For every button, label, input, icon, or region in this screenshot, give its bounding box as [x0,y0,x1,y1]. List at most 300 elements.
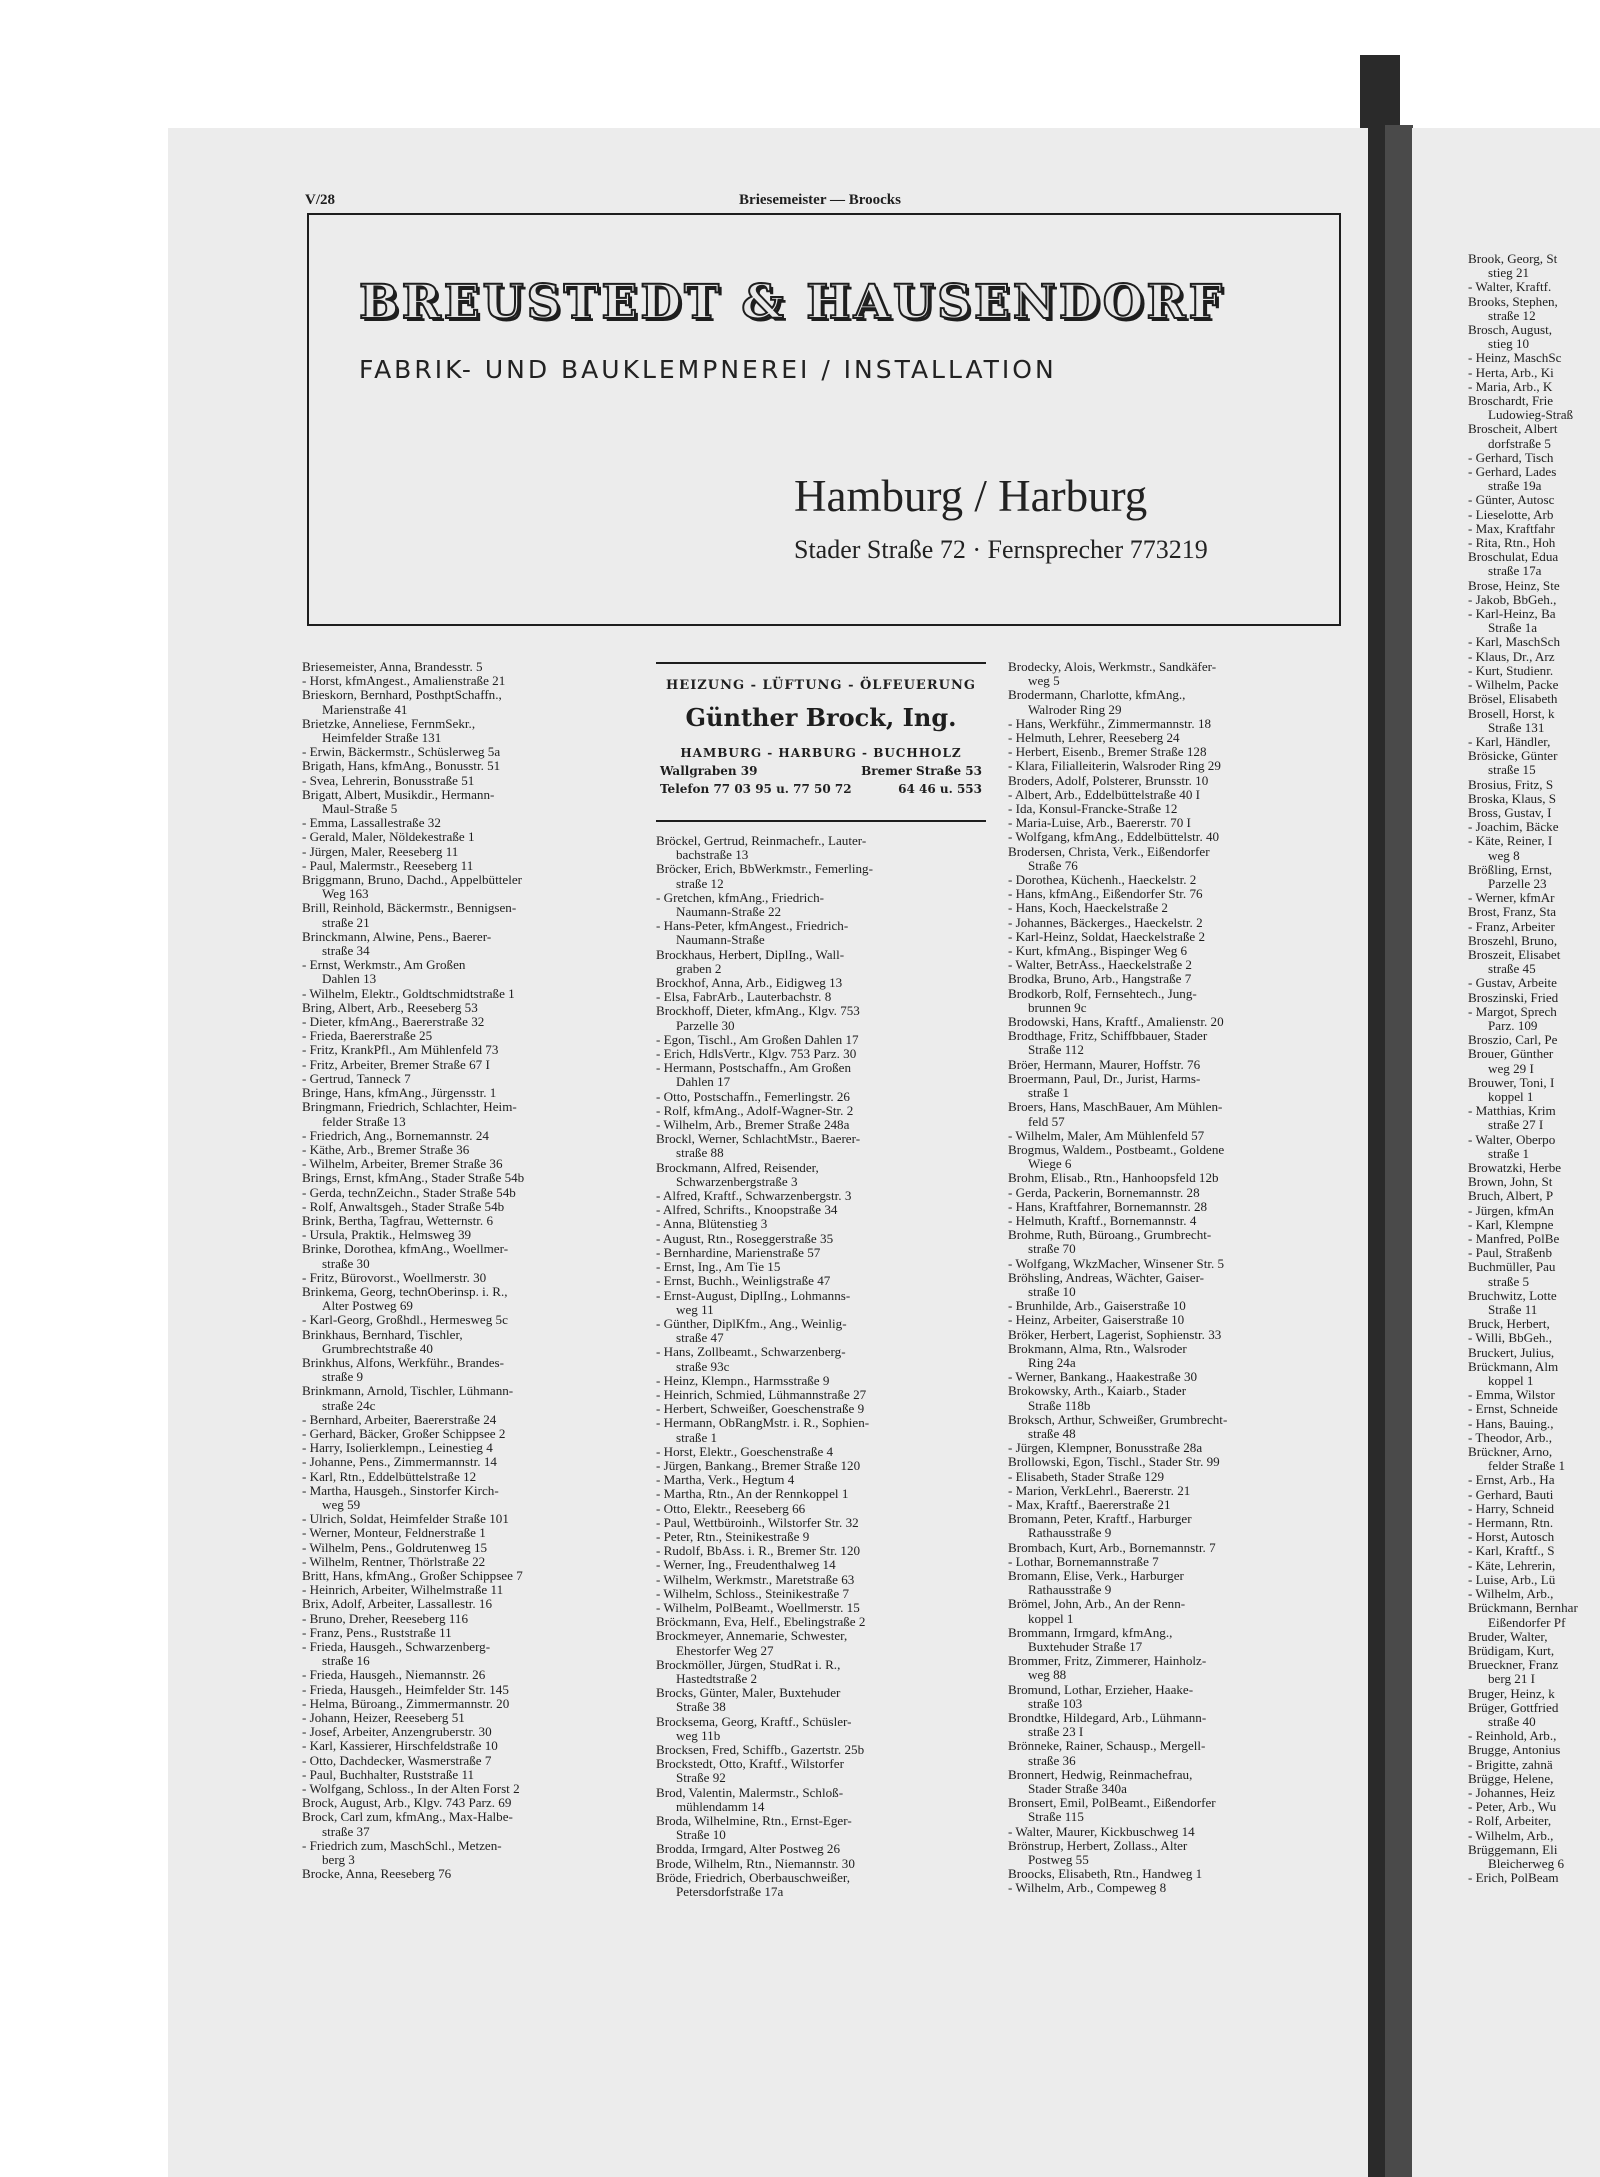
directory-entry: Straße 92 [676,1770,726,1786]
directory-entry: Brodkorb, Rolf, Fernsehtech., Jung- [1008,985,1197,1001]
directory-entry: - Wolfgang, kfmAng., Eddelbüttelstr. 40 [1008,829,1220,845]
directory-entry: - Helmuth, Lehrer, Reeseberg 24 [1008,730,1180,746]
directory-entry: - Bernhard, Arbeiter, Baererstraße 24 [302,1411,497,1427]
directory-entry: straße 40 [1488,1713,1536,1729]
directory-entry: felder Straße 1 [1488,1458,1566,1474]
directory-entry: Brückmann, Bernhar [1468,1600,1578,1616]
directory-entry: straße 15 [1488,762,1536,778]
directory-entry: - Fritz, Arbeiter, Bremer Straße 67 I [302,1056,490,1072]
directory-entry: - Karl, Kassierer, Hirschfeldstraße 10 [302,1738,498,1754]
directory-entry: Bröker, Herbert, Lagerist, Sophienstr. 33 [1008,1326,1222,1342]
directory-entry: straße 34 [322,943,370,959]
directory-entry: Ring 24a [1028,1354,1076,1370]
directory-entry: - Wilhelm, Maler, Am Mühlenfeld 57 [1008,1127,1205,1143]
directory-entry: Ehestorfer Weg 27 [676,1642,774,1658]
directory-entry: - Reinhold, Arb., [1468,1728,1557,1744]
directory-entry: Brosell, Horst, k [1468,705,1555,721]
directory-entry: Straße 38 [676,1699,726,1715]
directory-entry: - Heinrich, Schmied, Lühmannstraße 27 [656,1386,867,1402]
directory-entry: Bröcker, Erich, BbWerkmstr., Femerling- [656,861,873,877]
directory-entry: - Hans, Koch, Haeckelstraße 2 [1008,900,1168,916]
directory-entry: Bröer, Hermann, Maurer, Hoffstr. 76 [1008,1056,1201,1072]
directory-entry: straße 1 [1028,1085,1070,1101]
directory-entry: Brink, Bertha, Tagfrau, Wetternstr. 6 [302,1212,493,1228]
directory-entry: Brohm, Elisab., Rtn., Hanhoopsfeld 12b [1008,1170,1219,1186]
directory-entry: - Wilhelm, Rentner, Thörlstraße 22 [302,1553,486,1569]
directory-entry: - Käthe, Arb., Bremer Straße 36 [302,1141,470,1157]
directory-entry: Brockhof, Anna, Arb., Eidigweg 13 [656,975,843,991]
directory-entry: Bleicherweg 6 [1488,1855,1564,1871]
directory-entry: - Frieda, Hausgeh., Schwarzenberg- [302,1639,491,1655]
directory-entry: Brode, Wilhelm, Rtn., Niemannstr. 30 [656,1855,855,1871]
directory-entry: Brinckmann, Alwine, Pens., Baerer- [302,928,492,944]
directory-entry: straße 48 [1028,1425,1076,1441]
directory-entry: - Karl, Händler, [1468,733,1551,749]
directory-entry: - Günter, Autosc [1468,492,1555,508]
brock-ad-cities: HAMBURG - HARBURG - BUCHHOLZ [680,746,962,760]
directory-entry: Broszinski, Fried [1468,989,1559,1005]
directory-entry: Broschulat, Edua [1468,549,1559,565]
directory-entry: - Maria, Arb., K [1468,378,1553,394]
directory-entry: - Ernst, Buchh., Weinligstraße 47 [656,1273,831,1289]
directory-entry: - Josef, Arbeiter, Anzengruberstr. 30 [302,1724,492,1740]
directory-entry: - Otto, Elektr., Reeseberg 66 [656,1500,806,1516]
directory-entry: - Wolfgang, WkzMacher, Winsener Str. 5 [1008,1255,1225,1271]
brock-ad-phone-row [660,782,982,796]
directory-entry: - Horst, Autosch [1468,1529,1555,1545]
directory-entry: - Franz, Pens., Ruststraße 11 [302,1624,452,1640]
directory-entry: straße 1 [1488,1145,1530,1161]
directory-entry: - Helmuth, Kraftf., Bornemannstr. 4 [1008,1212,1197,1228]
directory-entry: - Klara, Filialleiterin, Walsroder Ring 29 [1008,758,1221,774]
directory-entry: - Klaus, Dr., Arz [1468,648,1555,664]
directory-entry: straße 12 [1488,307,1536,323]
directory-entry: Brogmus, Waldem., Postbeamt., Goldene [1008,1141,1225,1157]
directory-entry: - Peter, Rtn., Steinikestraße 9 [656,1528,810,1544]
directory-entry: felder Straße 13 [322,1113,406,1129]
directory-entry: Brockmöller, Jürgen, StudRat i. R., [656,1656,841,1672]
directory-entry: - Gerhard, Tisch [1468,449,1554,465]
directory-entry: Brose, Heinz, Ste [1468,577,1560,593]
directory-entry: - Friedrich zum, MaschSchl., Metzen- [302,1837,502,1853]
directory-entry: - Alfred, Kraftf., Schwarzenbergstr. 3 [656,1188,852,1204]
directory-entry: Brollowski, Egon, Tischl., Stader Str. 99 [1008,1454,1220,1470]
directory-entry: Brockl, Werner, SchlachtMstr., Baerer- [656,1131,861,1147]
directory-entry: - Hans, Werkführ., Zimmermannstr. 18 [1008,715,1212,731]
directory-entry: weg 11b [676,1727,721,1743]
directory-entry: - Jürgen, Bankang., Bremer Straße 120 [656,1457,861,1473]
directory-entry: Brodka, Bruno, Arb., Hangstraße 7 [1008,971,1192,987]
directory-entry: - Wilhelm, PolBeamt., Woellmerstr. 15 [656,1599,860,1615]
directory-entry: Brockmann, Alfred, Reisender, [656,1159,819,1175]
directory-entry: Brommer, Fritz, Zimmerer, Hainholz- [1008,1653,1207,1669]
directory-entry: - August, Rtn., Roseggerstraße 35 [656,1230,834,1246]
directory-entry: Brüdigam, Kurt, [1468,1642,1555,1658]
directory-entry: berg 21 I [1488,1671,1536,1687]
directory-entry: - Erwin, Bäckermstr., Schüslerweg 5a [302,744,501,760]
directory-entry: Brill, Reinhold, Bäckermstr., Bennigsen- [302,900,517,916]
directory-entry: Straße 118b [1028,1397,1091,1413]
advertisement-brock [656,662,986,822]
directory-entry: straße 47 [676,1330,724,1346]
directory-entry: - Horst, kfmAngest., Amalienstraße 21 [302,673,506,689]
directory-entry: Bröhsling, Andreas, Wächter, Gaiser- [1008,1269,1205,1285]
directory-entry: Brix, Adolf, Arbeiter, Lassallestr. 16 [302,1596,493,1612]
directory-entry: Brombach, Kurt, Arb., Bornemannstr. 7 [1008,1539,1216,1555]
directory-entry: Bruck, Herbert, [1468,1316,1550,1332]
directory-entry: graben 2 [676,960,722,976]
directory-entry: Brömel, John, Arb., An der Renn- [1008,1596,1186,1612]
directory-entry: Rathausstraße 9 [1028,1582,1112,1598]
directory-entry: Brückner, Arno, [1468,1444,1553,1460]
directory-entry: - Rudolf, BbAss. i. R., Bremer Str. 120 [656,1543,861,1559]
brock-ad-address-right: Bremer Straße 53 [861,764,982,778]
brock-ad-address-row [660,764,982,778]
directory-entry: - Johann, Heizer, Reeseberg 51 [302,1710,465,1726]
directory-entry: straße 12 [676,875,724,891]
directory-entry: - Günther, DiplKfm., Ang., Weinlig- [656,1315,847,1331]
directory-entry: Straße 11 [1488,1302,1538,1318]
directory-entry: Broers, Hans, MaschBauer, Am Mühlen- [1008,1099,1223,1115]
directory-entry: - Paul, Straßenb [1468,1245,1553,1261]
directory-entry: Hastedtstraße 2 [676,1670,758,1686]
brock-ad-address-left: Wallgraben 39 [660,764,758,778]
directory-entry: Broocks, Elisabeth, Rtn., Handweg 1 [1008,1866,1203,1882]
page-range-header: Briesemeister — Broocks [739,192,901,208]
directory-entry: - Frieda, Hausgeh., Heimfelder Str. 145 [302,1681,509,1697]
directory-entry: - Emma, Lassallestraße 32 [302,815,441,831]
brock-ad-phone-left: Telefon 77 03 95 u. 77 50 72 [660,782,852,796]
directory-entry: Brieskorn, Bernhard, PosthptSchaffn., [302,687,502,703]
directory-entry: - Erich, HdlsVertr., Klgv. 753 Parz. 30 [656,1046,857,1062]
directory-entry: weg 59 [322,1496,361,1512]
directory-entry: - Walter, Kraftf. [1468,279,1552,295]
directory-entry: - Emma, Wilstor [1468,1387,1555,1403]
directory-entry: Brinkmann, Arnold, Tischler, Lühmann- [302,1383,514,1399]
directory-entry: Bronnert, Hedwig, Reinmachefrau, [1008,1766,1193,1782]
directory-entry: Brinkema, Georg, technOberinsp. i. R., [302,1283,508,1299]
directory-entry: Brueckner, Franz [1468,1657,1559,1673]
directory-entry: - Wilhelm, Packe [1468,677,1559,693]
directory-entry: Brouer, Günther [1468,1046,1554,1062]
directory-entry: - Theodor, Arb., [1468,1429,1552,1445]
directory-entry: Dahlen 17 [676,1074,731,1090]
directory-entry: - Max, Kraftfahr [1468,520,1555,536]
directory-entry: Broska, Klaus, S [1468,790,1557,806]
directory-entry: - Wilhelm, Arb., Bremer Straße 248a [656,1117,850,1133]
directory-entry: - Gretchen, kfmAng., Friedrich- [656,889,824,905]
directory-entry: - Karl-Heinz, Soldat, Haeckelstraße 2 [1008,928,1206,944]
ad-city: Hamburg / Harburg [794,471,1148,521]
directory-entry: - Ernst, Ing., Am Tie 15 [656,1259,781,1275]
directory-entry: Brodecky, Alois, Werkmstr., Sandkäfer- [1008,659,1217,674]
directory-entry: Straße 1a [1488,620,1538,636]
directory-entry: weg 5 [1028,673,1060,689]
ad-logo-text: BREUSTEDT & HAUSENDORF [359,275,1225,330]
directory-entry: - Käte, Lehrerin, [1468,1557,1556,1573]
directory-entry: - Werner, Monteur, Feldnerstraße 1 [302,1525,486,1541]
directory-entry: Bröckmann, Eva, Helf., Ebelingstraße 2 [656,1614,866,1630]
directory-entry: bachstraße 13 [676,847,749,863]
directory-entry: - Wolfgang, Schloss., In der Alten Forst 2 [302,1781,520,1797]
directory-entry: Brösicke, Günter [1468,748,1558,764]
directory-entry: - Gerhard, Bauti [1468,1486,1554,1502]
directory-entry: - Luise, Arb., Lü [1468,1571,1556,1587]
directory-entry: Broschardt, Frie [1468,393,1554,409]
directory-column-1 [302,660,632,1881]
directory-entry: straße 93c [676,1358,730,1374]
directory-entry: Dahlen 13 [322,971,377,987]
directory-entry: Broscheit, Albert [1468,421,1558,437]
directory-entry: straße 21 [322,914,370,930]
directory-entry: Bruckert, Julius, [1468,1344,1555,1360]
directory-entry: koppel 1 [1488,1373,1534,1389]
directory-entry: Bröckel, Gertrud, Reinmachefr., Lauter- [656,833,867,848]
directory-entry: - Rita, Rtn., Hoh [1468,535,1556,551]
directory-entry: Briesemeister, Anna, Brandesstr. 5 [302,659,483,674]
directory-entry: - Gertrud, Tanneck 7 [302,1070,411,1086]
directory-entry: - Ernst, Schneide [1468,1401,1558,1417]
directory-entry: straße 37 [322,1823,370,1839]
directory-entry: - Otto, Dachdecker, Wasmerstraße 7 [302,1752,492,1768]
directory-entry: - Ulrich, Soldat, Heimfelder Straße 101 [302,1511,509,1527]
directory-entry: - Paul, Buchhalter, Ruststraße 11 [302,1766,475,1782]
directory-entry: straße 9 [322,1369,364,1385]
directory-entry: - Walter, Maurer, Kickbuschweg 14 [1008,1823,1195,1839]
directory-entry: Brodermann, Charlotte, kfmAng., [1008,687,1186,703]
directory-entry: - Rolf, Anwaltsgeh., Stader Straße 54b [302,1198,505,1214]
directory-entry: - Hans, kfmAng., Eißendorfer Str. 76 [1008,886,1203,902]
directory-entry: - Hans, Bauing., [1468,1415,1554,1431]
directory-entry: Broksch, Arthur, Schweißer, Grumbrecht- [1008,1411,1228,1427]
directory-entry: Brockhaus, Herbert, DiplIng., Wall- [656,946,845,962]
page-number: V/28 [305,192,335,208]
directory-entry: - Wilhelm, Pens., Goldrutenweg 15 [302,1539,488,1555]
directory-entry: weg 29 I [1488,1060,1534,1076]
directory-entry: Brohme, Ruth, Büroang., Grumbrecht- [1008,1227,1212,1243]
directory-entry: Broszeit, Elisabet [1468,946,1561,962]
directory-entry: - Hermann, Rtn. [1468,1515,1554,1531]
directory-entry: berg 3 [322,1852,355,1868]
directory-entry: - Albert, Arb., Eddelbüttelstraße 40 I [1008,786,1200,802]
directory-entry: - Frieda, Hausgeh., Niemannstr. 26 [302,1667,486,1683]
directory-entry: koppel 1 [1488,1088,1534,1104]
directory-entry: Brodowski, Hans, Kraftf., Amalienstr. 20 [1008,1014,1224,1030]
ad-subtitle: FABRIK- UND BAUKLEMPNEREI / INSTALLATION [359,355,1057,384]
directory-entry: straße 88 [676,1145,724,1161]
directory-entry: - Brunhilde, Arb., Gaiserstraße 10 [1008,1298,1186,1314]
directory-entry: Brouwer, Toni, I [1468,1074,1555,1090]
directory-entry: - Wilhelm, Arb., [1468,1827,1554,1843]
directory-entry: - Jürgen, Klempner, Bonusstraße 28a [1008,1440,1203,1456]
directory-entry: Brokowsky, Arth., Kaiarb., Stader [1008,1383,1187,1399]
directory-entry: - Hermann, Postschaffn., Am Großen [656,1060,852,1076]
directory-entry: - Frieda, Baererstraße 25 [302,1028,433,1044]
directory-entry: Brinke, Dorothea, kfmAng., Woellmer- [302,1241,509,1257]
directory-entry: Brosch, August, [1468,322,1553,338]
directory-entry: straße 1 [676,1429,718,1445]
directory-entry: - Jakob, BbGeh., [1468,591,1557,607]
directory-entry: - Heinz, MaschSc [1468,350,1562,366]
directory-entry: - Max, Kraftf., Baererstraße 21 [1008,1496,1171,1512]
directory-entry: Schwarzenbergstraße 3 [676,1173,798,1189]
directory-entry: - Ernst, Arb., Ha [1468,1472,1555,1488]
directory-entry: koppel 1 [1028,1610,1074,1626]
directory-entry: - Herta, Arb., Ki [1468,364,1554,380]
directory-entry: Grumbrechtstraße 40 [322,1340,433,1356]
directory-entry: - Margot, Sprech [1468,1003,1557,1019]
directory-entry: straße 45 [1488,961,1536,977]
directory-entry: Bruder, Walter, [1468,1628,1548,1644]
directory-entry: - Paul, Wettbüroinh., Wilstorfer Str. 32 [656,1514,859,1530]
directory-entry: Parzelle 23 [1488,875,1547,891]
directory-entry: - Gerhard, Lades [1468,464,1557,480]
directory-entry: Brommann, Irmgard, kfmAng., [1008,1624,1173,1640]
directory-entry: straße 24c [322,1397,376,1413]
directory-entry: Bross, Gustav, I [1468,804,1552,820]
directory-entry: dorfstraße 5 [1488,435,1551,451]
directory-entry: Naumann-Straße 22 [676,904,782,920]
directory-entry: straße 10 [1028,1283,1076,1299]
directory-entry: - Wilhelm, Elektr., Goldtschmidtstraße 1 [302,985,515,1001]
ad-address: Stader Straße 72 · Fernsprecher 773219 [794,535,1208,564]
directory-entry: Ludowieg-Straß [1488,407,1574,423]
directory-column-3 [1008,660,1338,1896]
directory-entry: - Rolf, Arbeiter, [1468,1813,1552,1829]
directory-entry: Brook, Georg, St [1468,251,1558,266]
directory-entry: Brooks, Stephen, [1468,293,1558,309]
directory-entry: Brocke, Anna, Reeseberg 76 [302,1866,452,1882]
directory-entry: - Jürgen, kfmAn [1468,1202,1554,1218]
directory-entry: Straße 112 [1028,1042,1084,1058]
directory-entry: Bruch, Albert, P [1468,1188,1554,1204]
directory-entry: - Karl-Heinz, Ba [1468,606,1556,622]
directory-entry: Buchmüller, Pau [1468,1259,1556,1275]
directory-entry: Stader Straße 340a [1028,1781,1127,1797]
directory-entry: - Martha, Hausgeh., Sinstorfer Kirch- [302,1482,499,1498]
directory-entry: - Johannes, Bäckerges., Haeckelstr. 2 [1008,914,1203,930]
directory-entry: - Gerda, technZeichn., Stader Straße 54b [302,1184,516,1200]
directory-entry: - Hermann, ObRangMstr. i. R., Sophien- [656,1415,870,1431]
directory-entry: Brod, Valentin, Malermstr., Schloß- [656,1784,844,1800]
directory-entry: Maul-Straße 5 [322,801,398,817]
brock-ad-services: HEIZUNG - LÜFTUNG - ÖLFEUERUNG [666,678,976,693]
directory-entry: - Lieselotte, Arb [1468,506,1554,522]
directory-entry: weg 11 [676,1301,714,1317]
directory-entry: Straße 76 [1028,857,1078,873]
directory-entry: - Harry, Isolierklempn., Leinestieg 4 [302,1440,493,1456]
directory-entry: - Walter, BetrAss., Haeckelstraße 2 [1008,957,1192,973]
directory-entry: Marienstraße 41 [322,701,408,717]
directory-entry: Brings, Ernst, kfmAng., Stader Straße 54b [302,1170,525,1186]
directory-entry: - Paul, Malermstr., Reeseberg 11 [302,857,474,873]
directory-entry: weg 88 [1028,1667,1067,1683]
directory-entry: Brodda, Irmgard, Alter Postweg 26 [656,1841,841,1857]
directory-entry: brunnen 9c [1028,999,1087,1015]
directory-entry: - Elisabeth, Stader Straße 129 [1008,1468,1164,1484]
directory-entry: Weg 163 [322,886,369,902]
directory-entry: Broszio, Carl, Pe [1468,1032,1558,1048]
directory-entry: - Dieter, kfmAng., Baererstraße 32 [302,1014,485,1030]
directory-entry: Brinkhus, Alfons, Werkführ., Brandes- [302,1354,504,1370]
directory-entry: - Brigitte, zahnä [1468,1756,1553,1772]
directory-entry: Brosius, Fritz, S [1468,776,1554,792]
directory-entry: - Helma, Büroang., Zimmermannstr. 20 [302,1695,510,1711]
directory-entry: - Matthias, Krim [1468,1103,1556,1119]
directory-entry: Parz. 109 [1488,1017,1538,1033]
directory-entry: - Karl, MaschSch [1468,634,1560,650]
directory-entry: Bromann, Peter, Kraftf., Harburger [1008,1511,1192,1527]
directory-entry: - Anna, Blütenstieg 3 [656,1216,768,1232]
directory-entry: Petersdorfstraße 17a [676,1884,784,1900]
directory-entry: - Herbert, Schweißer, Goeschenstraße 9 [656,1401,865,1417]
directory-entry: - Ernst-August, DiplIng., Lohmanns- [656,1287,851,1303]
directory-entry: - Karl, Klempne [1468,1216,1554,1232]
directory-entry: Bromann, Elise, Verk., Harburger [1008,1568,1184,1583]
directory-entry: - Johanne, Pens., Zimmermannstr. 14 [302,1454,497,1470]
directory-entry: Broszehl, Bruno, [1468,932,1558,948]
directory-entry: Brocksema, Georg, Kraftf., Schüsler- [656,1713,852,1729]
directory-entry: Brocks, Günter, Maler, Buxtehuder [656,1685,841,1701]
directory-entry: Brock, Carl zum, kfmAng., Max-Halbe- [302,1809,513,1825]
directory-entry: Brockmeyer, Annemarie, Schwester, [656,1628,848,1644]
directory-entry: - Franz, Arbeiter [1468,918,1555,934]
directory-entry: - Joachim, Bäcke [1468,819,1559,835]
directory-entry: straße 23 I [1028,1724,1084,1740]
directory-entry: Bruchwitz, Lotte [1468,1287,1557,1303]
directory-entry: straße 5 [1488,1273,1530,1289]
directory-entry: Brietzke, Anneliese, FernmSekr., [302,715,476,731]
directory-entry: - Friedrich, Ang., Bornemannstr. 24 [302,1127,489,1143]
directory-entry: Broermann, Paul, Dr., Jurist, Harms- [1008,1070,1201,1086]
directory-entry: Brock, August, Arb., Klgv. 743 Parz. 69 [302,1795,512,1811]
binding-gutter [1385,125,1413,2177]
directory-entry: Bringmann, Friedrich, Schlachter, Heim- [302,1099,517,1115]
directory-entry: Bronsert, Emil, PolBeamt., Eißendorfer [1008,1795,1216,1811]
directory-entry: Postweg 55 [1028,1852,1089,1868]
directory-entry: - Lothar, Bornemannstraße 7 [1008,1553,1159,1569]
directory-entry: straße 70 [1028,1241,1076,1257]
directory-entry: - Gerald, Maler, Nöldekestraße 1 [302,829,475,845]
directory-entry: Brückmann, Alm [1468,1358,1559,1374]
directory-entry: Rathausstraße 9 [1028,1525,1112,1541]
directory-entry: - Erich, PolBeam [1468,1870,1559,1886]
directory-entry: - Gustav, Arbeite [1468,975,1557,991]
directory-entry: - Hans-Peter, kfmAngest., Friedrich- [656,918,849,934]
directory-entry: - Bruno, Dreher, Reeseberg 116 [302,1610,469,1626]
directory-entry: - Werner, kfmAr [1468,890,1555,906]
directory-entry: - Ida, Konsul-Francke-Straße 12 [1008,801,1178,817]
directory-entry: - Martha, Verk., Hegtum 4 [656,1472,795,1488]
directory-entry: straße 103 [1028,1695,1083,1711]
directory-entry: Briggmann, Bruno, Dachd., Appelbütteler [302,872,523,888]
directory-entry: Brigatt, Albert, Musikdir., Hermann- [302,786,495,802]
directory-column-2 [656,834,986,1899]
directory-entry: - Marion, VerkLehrl., Baererstr. 21 [1008,1482,1191,1498]
directory-entry: - Hans, Zollbeamt., Schwarzenberg- [656,1344,846,1360]
directory-entry: stieg 21 [1488,265,1530,281]
directory-entry: Brigath, Hans, kfmAng., Bonusstr. 51 [302,758,501,774]
directory-entry: - Elsa, FabrArb., Lauterbachstr. 8 [656,989,832,1005]
directory-entry: Brost, Franz, Sta [1468,904,1557,920]
directory-entry: Bruger, Heinz, k [1468,1685,1555,1701]
directory-entry: straße 27 I [1488,1117,1544,1133]
directory-entry: Straße 115 [1028,1809,1084,1825]
directory-entry: - Gerda, Packerin, Bornemannstr. 28 [1008,1184,1200,1200]
directory-entry: - Wilhelm, Arbeiter, Bremer Straße 36 [302,1156,503,1172]
directory-entry: - Herbert, Eisenb., Bremer Straße 128 [1008,744,1207,760]
directory-entry: - Horst, Elektr., Goeschenstraße 4 [656,1443,834,1459]
